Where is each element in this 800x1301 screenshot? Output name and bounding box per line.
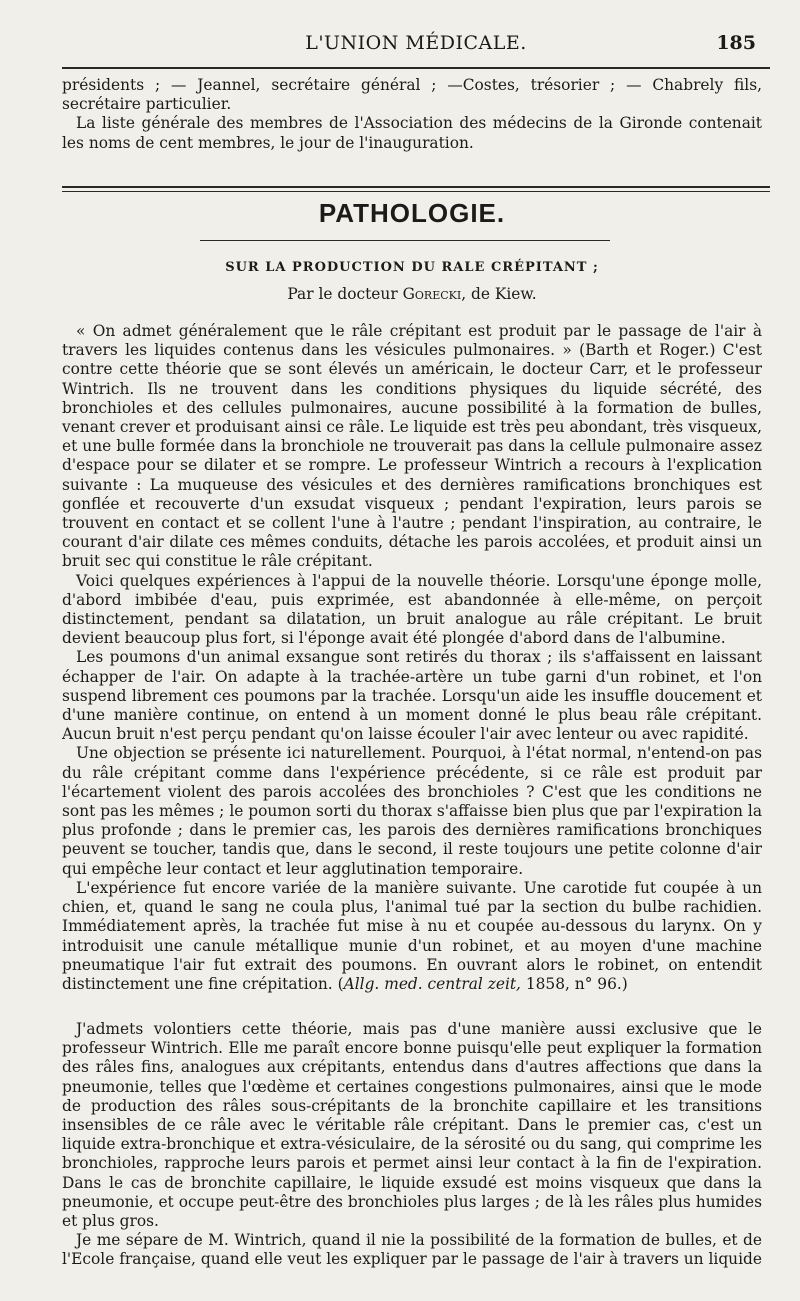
paragraph: J'admets volontiers cette théorie, mais pas d'une manière aussi exclusive que le professeur Wintrich. Elle me paraît encore bonne puisqu'elle peut expliquer la formation des râles fins, analogues aux crépitants, entendus dans d'autres affections que dans la pneumonie, telles que l'œdème et certaines congestions pulmonaires, ainsi que le mode de production des râles sous-crépitants de la bronchite capillaire et les transitions insensibles de ce râle avec le véritable râle crépitant. Dans le premier cas, c'est un liquide extra-bronchique et extra-vésiculaire, de la sérosité ou du sang, qui comprime les bronchioles, rapproche leurs parois et permet ainsi leur contact à la fin de l'expiration. Dans le cas de bronchite capillaire, le liquide exsudé est moins visqueux que dans la pneumonie, et occupe peut-être des bronchioles plus larges ; de là les râles plus humides et plus gros.	[62, 1020, 762, 1231]
reference	[338, 975, 628, 993]
reference-journal: Allg. med. central zeit,	[343, 974, 521, 993]
section-rule-top	[62, 186, 770, 188]
paragraph	[62, 879, 762, 994]
author-name: Gorecki	[402, 285, 462, 303]
article-body-continued	[62, 1020, 762, 1270]
paragraph: Une objection se présente ici naturellement. Pourquoi, à l'état normal, n'entend-on pas du râle crépitant comme dans l'expérience précédente, si ce râle est produit par l'écartement violent des parois accolées des bronchioles ? C'est que les conditions ne sont pas les mêmes ; le poumon sorti du thorax s'affaisse bien plus que par l'expiration la plus profonde ; dans le premier cas, les parois des dernières ramifications bronchiques peuvent se toucher, tandis que, dans le second, il reste toujours une petite colonne d'air qui empêche leur contact et leur agglutination temporaire.	[62, 744, 762, 878]
intro-text	[62, 76, 762, 153]
section-rule-top-thin	[62, 191, 770, 192]
section-title-underline	[200, 240, 610, 241]
article-body	[62, 322, 762, 994]
paragraph: Voici quelques expériences à l'appui de la nouvelle théorie. Lorsqu'une éponge molle, d'abord imbibée d'eau, puis exprimée, est abandonnée à elle-même, on perçoit distinctement, pendant sa dilatation, un bruit analogue au râle crépitant. Le bruit devient beaucoup plus fort, si l'éponge avait été plongée d'abord dans de l'albumine.	[62, 571, 762, 648]
paragraph: La liste générale des membres de l'Association des médecins de la Gironde contenait les noms de cent membres, le jour de l'inauguration.	[62, 114, 762, 152]
byline-suffix: , de Kiew.	[461, 285, 537, 303]
paragraph-text: L'expérience fut encore variée de la manière suivante. Une carotide fut coupée à un chien, et, quand le sang ne coula plus, l'animal tué par la section du bulbe rachidien. Immédiatement après, la trachée fut mise à nu et coupée au-dessous du larynx. On y introduisit une canule métallique munie d'un robinet, et au moyen d'une machine pneumatique l'air fut extrait des poumons. En ouvrant alors le robinet, on entendit distinctement une fine crépitation.	[62, 878, 762, 993]
paragraph: Je me sépare de M. Wintrich, quand il nie la possibilité de la formation de bulles, et de l'Ecole française, quand elle veut les expliquer par le passage de l'air à travers un liquide	[62, 1231, 762, 1269]
paragraph: présidents ; — Jeannel, secrétaire général ; —Costes, trésorier ; — Chabrely fils, secrétaire particulier.	[62, 76, 762, 114]
reference-rest: 1858, n° 96.)	[520, 974, 628, 993]
paragraph: « On admet généralement que le râle crépitant est produit par le passage de l'air à travers les liquides contenus dans les vésicules pulmonaires. » (Barth et Roger.) C'est contre cette théorie que se sont élevés un américain, le docteur Carr, et le professeur Wintrich. Ils ne trouvent dans les conditions physiques du liquide sécrété, des bronchioles et des cellules pulmonaires, aucune possibilité à la formation de bulles, venant crever et produisant ainsi ce râle. Le liquide est très peu abondant, très visqueux, et une bulle formée dans la bronchiole ne trouverait pas dans la cellule pulmonaire assez d'espace pour se dilater et se rompre. Le professeur Wintrich a recours à l'explication suivante : La muqueuse des vésicules et des dernières ramifications bronchiques est gonflée et recouverte d'un exsudat visqueux ; pendant l'expiration, leurs parois se trouvent en contact et se collent l'une à l'autre ; pendant l'inspiration, au contraire, le courant d'air dilate ces mêmes conduits, détache les parois accolées, et produit ainsi un bruit sec qui constitue le râle crépitant.	[62, 322, 762, 571]
page-number: 185	[716, 32, 756, 54]
header-rule	[62, 67, 770, 69]
page-header	[62, 30, 770, 60]
reference-open: (	[337, 974, 344, 993]
article-title: SUR LA PRODUCTION DU RALE CRÉPITANT ;	[225, 260, 599, 275]
byline-prefix: Par le docteur	[287, 285, 398, 303]
running-title: L'UNION MÉDICALE.	[305, 32, 527, 54]
paragraph: Les poumons d'un animal exsangue sont retirés du thorax ; ils s'affaissent en laissant échapper de l'air. On adapte à la trachée-artère un tube garni d'un robinet, et l'on suspend librement ces poumons par la trachée. Lorsqu'un aide les insuffle doucement et d'une manière continue, on entend à un moment donné le plus beau râle crépitant. Aucun bruit n'est perçu pendant qu'on laisse écouler l'air avec lenteur ou avec rapidité.	[62, 648, 762, 744]
byline	[62, 285, 762, 303]
section-title: PATHOLOGIE.	[318, 198, 506, 228]
